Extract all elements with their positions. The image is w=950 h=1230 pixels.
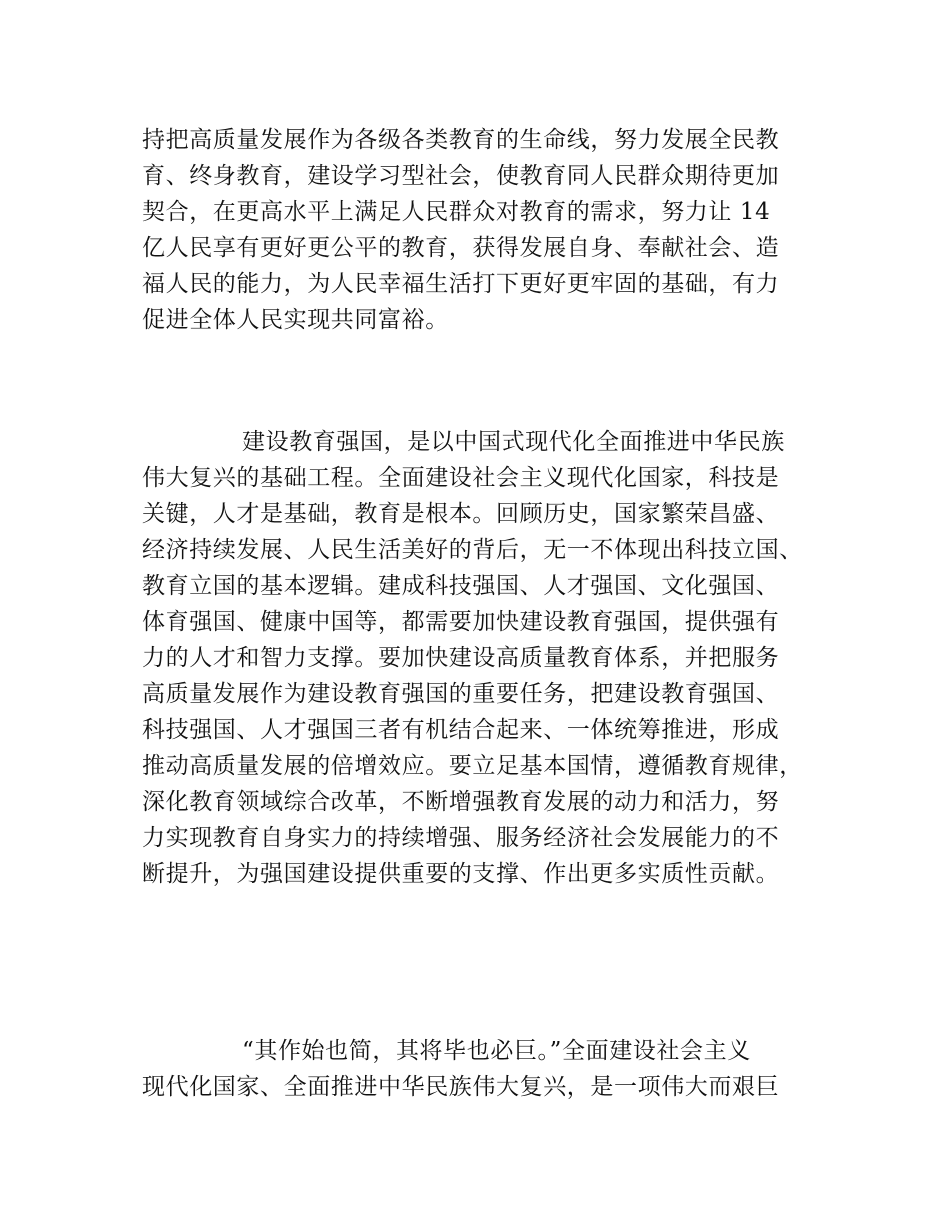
text-line: 福人民的能力，为人民幸福生活打下更好更牢固的基础，有力 (142, 271, 780, 297)
paragraph (142, 1033, 822, 1105)
text-line: 关键，人才是基础，教育是根本。回顾历史，国家繁荣昌盛、 (142, 501, 780, 527)
text-line: 力实现教育自身实力的持续增强、服务经济社会发展能力的不 (142, 825, 780, 851)
text-line: 现代化国家、全面推进中华民族伟大复兴，是一项伟大而艰巨 (142, 1074, 780, 1100)
text-line: 科技强国、人才强国三者有机结合起来、一体统筹推进，形成 (142, 717, 780, 743)
text-line: 高质量发展作为建设教育强国的重要任务，把建设教育强国、 (142, 681, 780, 707)
paragraph (142, 424, 822, 892)
text-line: 力的人才和智力支撑。要加快建设高质量教育体系，并把服务 (142, 645, 780, 671)
text-line: 体育强国、健康中国等，都需要加快建设教育强国，提供强有 (142, 609, 780, 635)
text-line: 持把高质量发展作为各级各类教育的生命线，努力发展全民教 (142, 127, 780, 153)
text-line: 断提升，为强国建设提供重要的支撑、作出更多实质性贡献。 (142, 861, 780, 887)
text-line: 伟大复兴的基础工程。全面建设社会主义现代化国家，科技是 (142, 465, 780, 491)
text-line: 建设教育强国，是以中国式现代化全面推进中华民族 (242, 429, 785, 455)
text-line: 育、终身教育，建设学习型社会，使教育同人民群众期待更加 (142, 163, 780, 189)
text-line: 契合，在更高水平上满足人民群众对教育的需求，努力让 14 (142, 199, 771, 225)
text-line: 推动高质量发展的倍增效应。要立足基本国情，遵循教育规律， (142, 753, 803, 779)
paragraph (142, 122, 822, 338)
text-line: 深化教育领域综合改革，不断增强教育发展的动力和活力，努 (142, 789, 780, 815)
text-line: 教育立国的基本逻辑。建成科技强国、人才强国、文化强国、 (142, 573, 780, 599)
text-line: 促进全体人民实现共同富裕。 (142, 307, 449, 333)
text-line: 经济持续发展、人民生活美好的背后，无一不体现出科技立国、 (142, 537, 803, 563)
text-line: 亿人民享有更好更公平的教育，获得发展自身、奉献社会、造 (142, 235, 780, 261)
text-line: “其作始也简，其将毕也必巨。”全面建设社会主义 (242, 1038, 751, 1064)
